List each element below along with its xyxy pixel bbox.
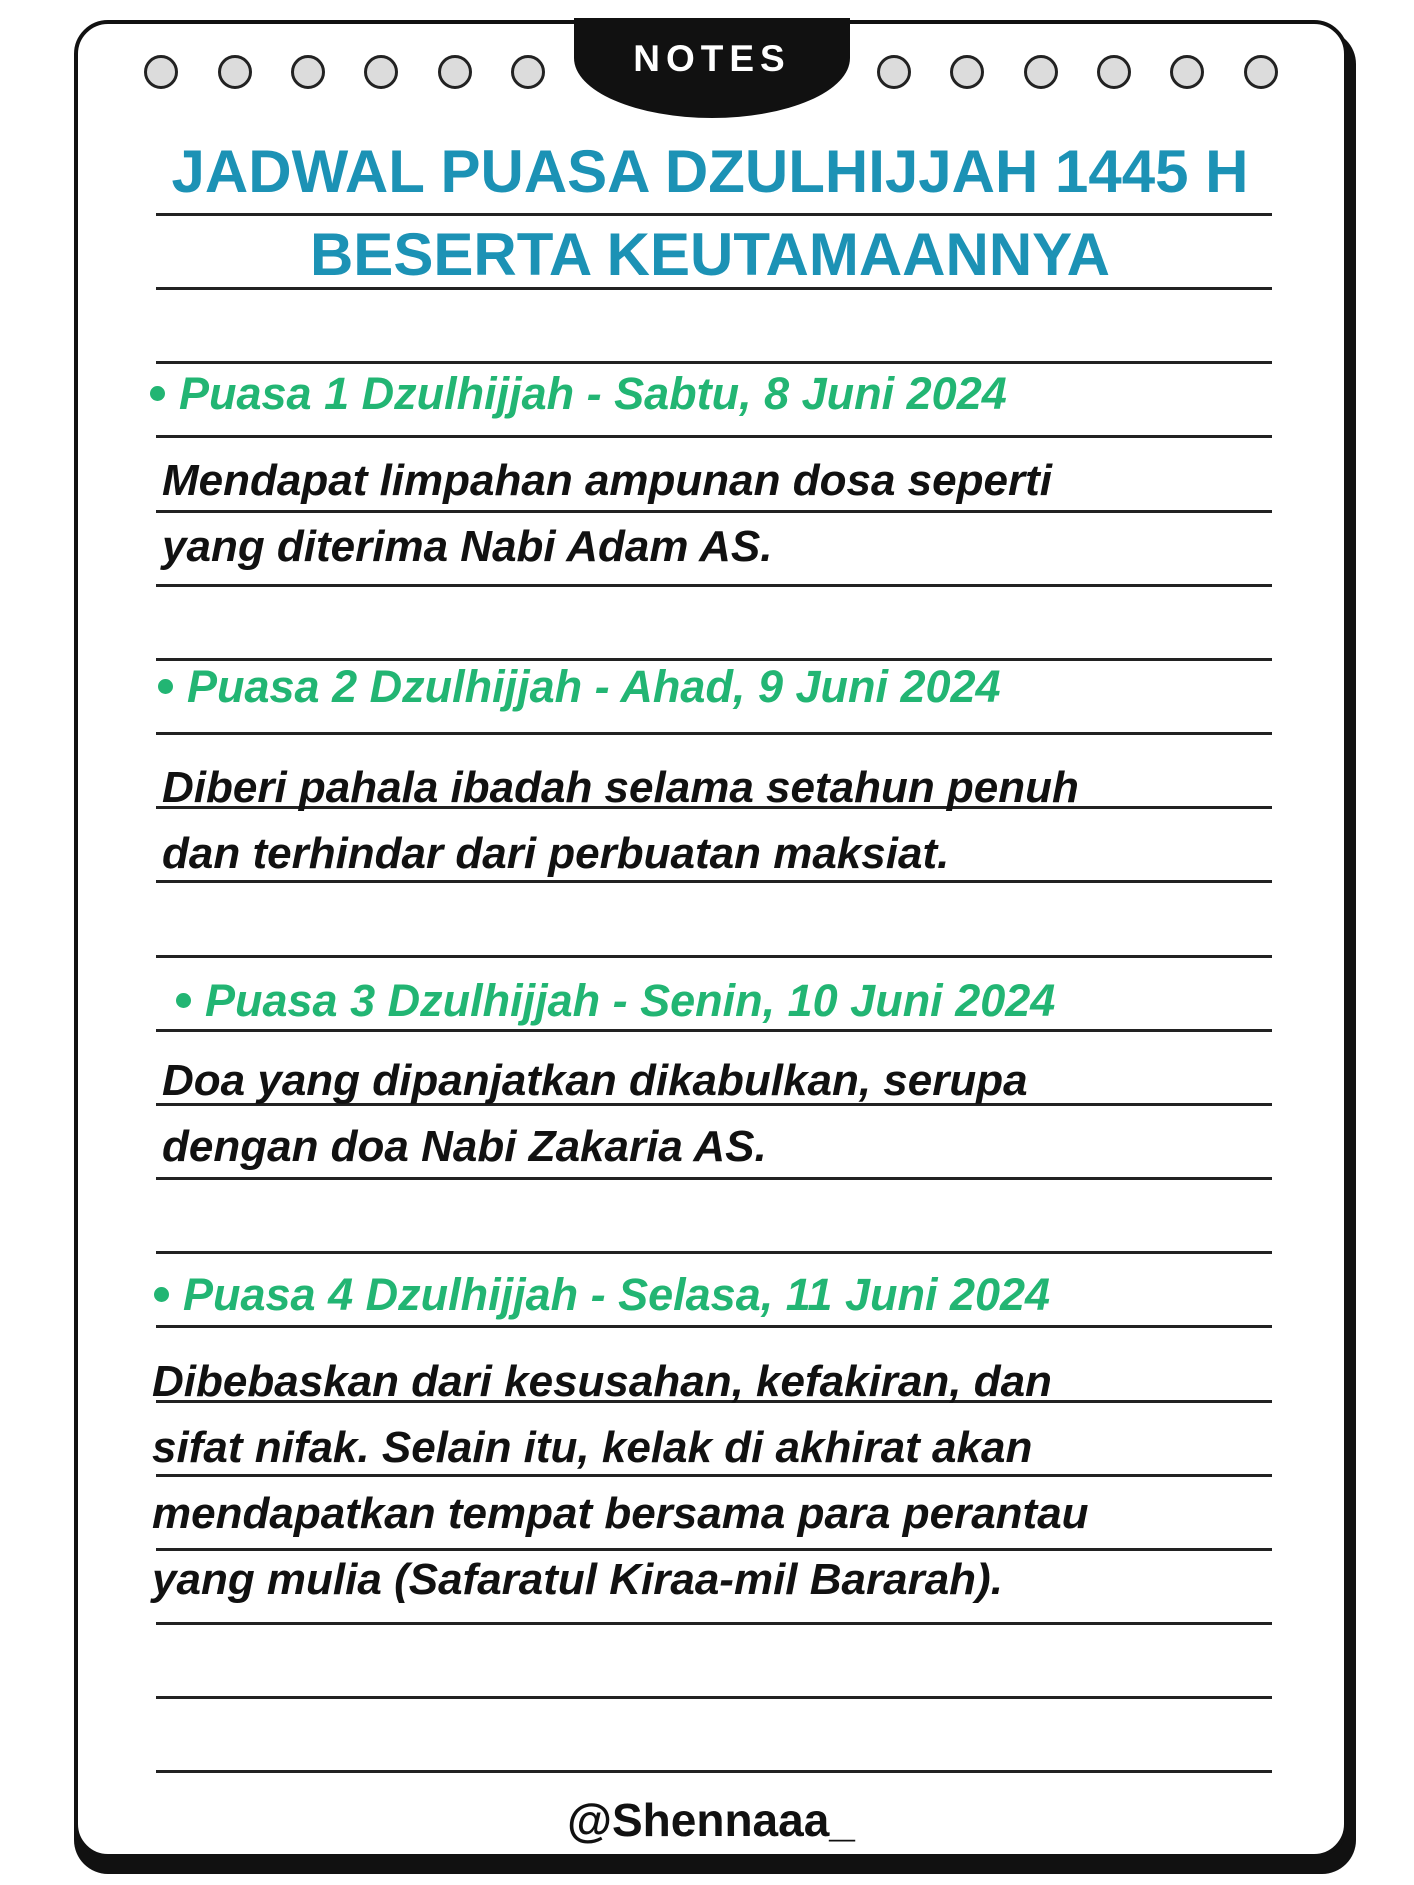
ruled-line bbox=[156, 584, 1272, 587]
entry-description-line: Mendapat limpahan ampunan dosa seperti bbox=[162, 456, 1052, 505]
binder-ring-icon bbox=[511, 55, 545, 89]
bullet-icon bbox=[150, 386, 165, 401]
binder-ring-icon bbox=[438, 55, 472, 89]
binder-ring-icon bbox=[291, 55, 325, 89]
entry-description-line: mendapatkan tempat bersama para perantau bbox=[152, 1489, 1089, 1538]
entry-heading-text: Puasa 3 Dzulhijjah - Senin, 10 Juni 2024 bbox=[205, 975, 1056, 1026]
notes-tab-label: NOTES bbox=[633, 38, 791, 79]
entry-description-line: Diberi pahala ibadah selama setahun penuh bbox=[162, 763, 1079, 812]
binder-ring-icon bbox=[1024, 55, 1058, 89]
entry-description-line: dan terhindar dari perbuatan maksiat. bbox=[162, 829, 950, 878]
binder-ring-icon bbox=[218, 55, 252, 89]
entry-description-line: yang mulia (Safaratul Kiraa-mil Bararah). bbox=[152, 1555, 1003, 1604]
ruled-line bbox=[156, 1325, 1272, 1328]
entry-heading bbox=[154, 1269, 1050, 1321]
ruled-line bbox=[156, 435, 1272, 438]
ruled-line bbox=[156, 1029, 1272, 1032]
entry-heading-text: Puasa 4 Dzulhijjah - Selasa, 11 Juni 2024 bbox=[183, 1269, 1051, 1320]
ruled-line bbox=[156, 213, 1272, 216]
binder-ring-icon bbox=[950, 55, 984, 89]
entry-description-line: sifat nifak. Selain itu, kelak di akhirat akan bbox=[152, 1423, 1033, 1472]
ruled-line bbox=[156, 361, 1272, 364]
entry-heading bbox=[158, 661, 1001, 713]
bullet-icon bbox=[176, 993, 191, 1008]
ruled-line bbox=[156, 1251, 1272, 1254]
bullet-icon bbox=[154, 1287, 169, 1302]
page-title-line-2: BESERTA KEUTAMAANNYA bbox=[309, 221, 1111, 288]
binder-ring-icon bbox=[1244, 55, 1278, 89]
ruled-line bbox=[156, 1696, 1272, 1699]
page-title-line-1: JADWAL PUASA DZULHIJJAH 1445 H bbox=[171, 138, 1249, 205]
binder-ring-icon bbox=[364, 55, 398, 89]
entry-heading-text: Puasa 2 Dzulhijjah - Ahad, 9 Juni 2024 bbox=[187, 661, 1001, 712]
entry-description-line: Doa yang dipanjatkan dikabulkan, serupa bbox=[162, 1056, 1028, 1105]
entry-heading bbox=[176, 975, 1055, 1027]
entry-description-line: yang diterima Nabi Adam AS. bbox=[162, 522, 773, 571]
binder-ring-icon bbox=[144, 55, 178, 89]
ruled-line bbox=[156, 1770, 1272, 1773]
bullet-icon bbox=[158, 679, 173, 694]
entry-description-line: dengan doa Nabi Zakaria AS. bbox=[162, 1122, 767, 1171]
entry-heading bbox=[150, 368, 1007, 420]
ruled-line bbox=[156, 955, 1272, 958]
binder-ring-icon bbox=[1097, 55, 1131, 89]
ruled-line bbox=[156, 732, 1272, 735]
entry-description-line: Dibebaskan dari kesusahan, kefakiran, dan bbox=[152, 1357, 1052, 1406]
binder-ring-icon bbox=[877, 55, 911, 89]
entry-heading-text: Puasa 1 Dzulhijjah - Sabtu, 8 Juni 2024 bbox=[179, 368, 1007, 419]
binder-ring-icon bbox=[1170, 55, 1204, 89]
author-handle: @Shennaaa_ bbox=[567, 1794, 855, 1846]
ruled-line bbox=[156, 1622, 1272, 1625]
